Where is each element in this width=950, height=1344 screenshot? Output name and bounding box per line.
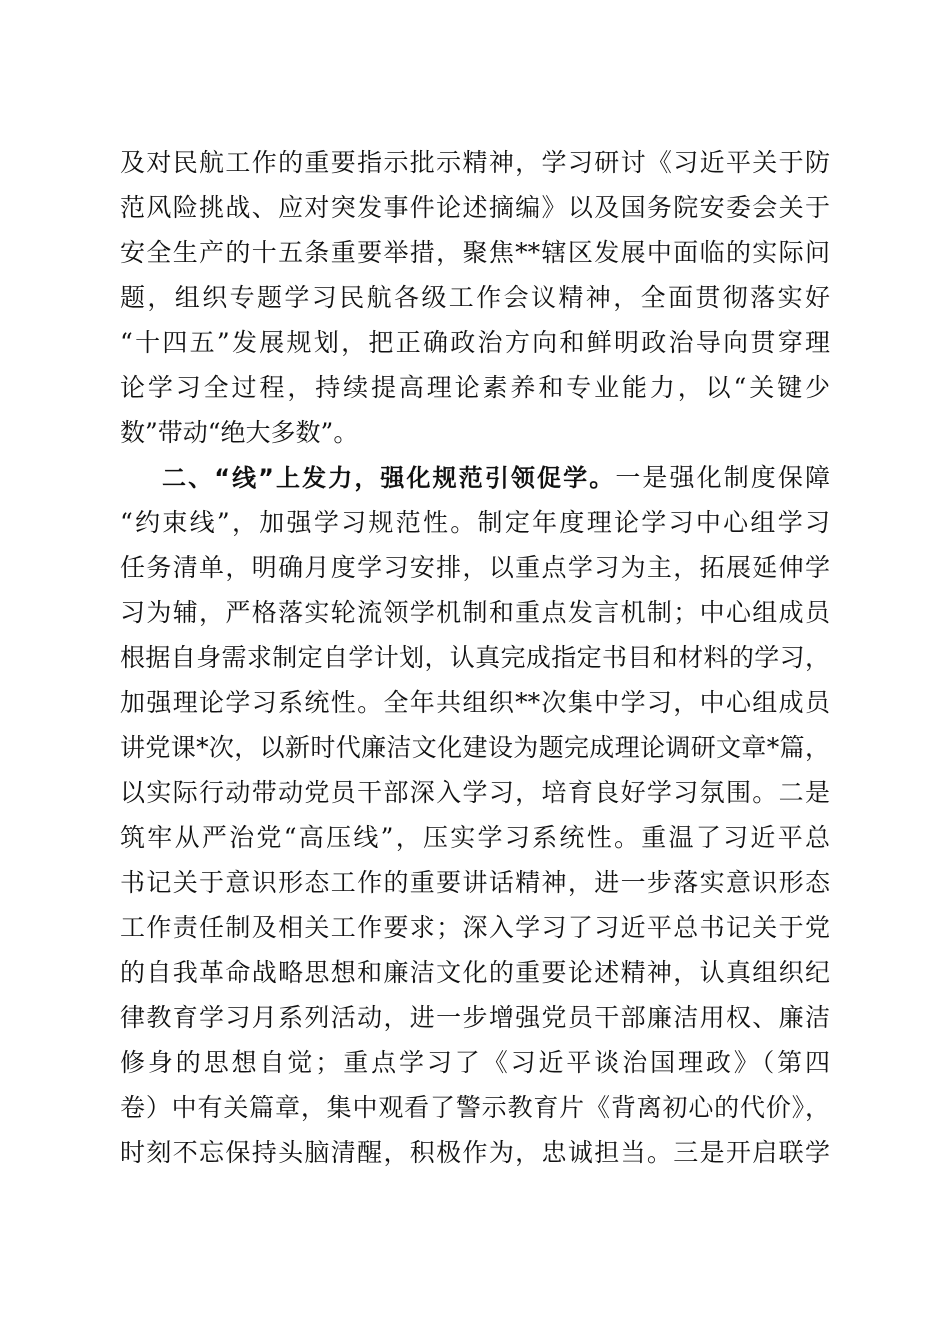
text-line: 习为辅，严格落实轮流领学机制和重点发言机制；中心组成员	[120, 598, 830, 627]
text-line: 论学习全过程，持续提高理论素养和专业能力，以“关键少	[120, 373, 830, 402]
text-line: 题，组织专题学习民航各级工作会议精神，全面贯彻落实好	[120, 283, 830, 312]
text-line: 根据自身需求制定自学计划，认真完成指定书目和材料的学习，	[120, 643, 830, 672]
section-heading: 二、“线”上发力，强化规范引领促学。	[162, 464, 616, 492]
text-line: 律教育学习月系列活动，进一步增强党员干部廉洁用权、廉洁	[120, 1003, 830, 1032]
text-line: “约束线”，加强学习规范性。制定年度理论学习中心组学习	[120, 508, 830, 537]
text-line: 卷）中有关篇章，集中观看了警示教育片《背离初心的代价》，	[120, 1093, 830, 1122]
text-line: 修身的思想自觉；重点学习了《习近平谈治国理政》（第四	[120, 1048, 830, 1077]
text-line: 书记关于意识形态工作的重要讲话精神，进一步落实意识形态	[120, 868, 830, 897]
text-line: 以实际行动带动党员干部深入学习，培育良好学习氛围。二是	[120, 778, 830, 807]
text-line: 的自我革命战略思想和廉洁文化的重要论述精神，认真组织纪	[120, 958, 830, 987]
paragraph-1	[120, 140, 830, 455]
text-line: 工作责任制及相关工作要求；深入学习了习近平总书记关于党	[120, 913, 830, 942]
text-line: 数”带动“绝大多数”。	[120, 418, 359, 447]
text-line: 及对民航工作的重要指示批示精神，学习研讨《习近平关于防	[120, 148, 830, 177]
text-line: 筑牢从严治党“高压线”，压实学习系统性。重温了习近平总	[120, 823, 830, 852]
text-line: 时刻不忘保持头脑清醒，积极作为，忠诚担当。三是开启联学	[120, 1138, 830, 1167]
text-line: 加强理论学习系统性。全年共组织**次集中学习，中心组成员	[120, 688, 830, 717]
document-body	[120, 140, 830, 1175]
section-heading-line	[120, 455, 830, 500]
text-line: 范风险挑战、应对突发事件论述摘编》以及国务院安委会关于	[120, 193, 830, 222]
text-line: “十四五”发展规划，把正确政治方向和鲜明政治导向贯穿理	[120, 328, 830, 357]
text-line: 任务清单，明确月度学习安排，以重点学习为主，拓展延伸学	[120, 553, 830, 582]
text-line: 讲党课*次，以新时代廉洁文化建设为题完成理论调研文章*篇，	[120, 733, 830, 762]
section-2-paragraph	[120, 455, 830, 1175]
text-line: 安全生产的十五条重要举措，聚焦**辖区发展中面临的实际问	[120, 238, 830, 267]
text-fragment: 一是强化制度保障	[615, 463, 830, 492]
